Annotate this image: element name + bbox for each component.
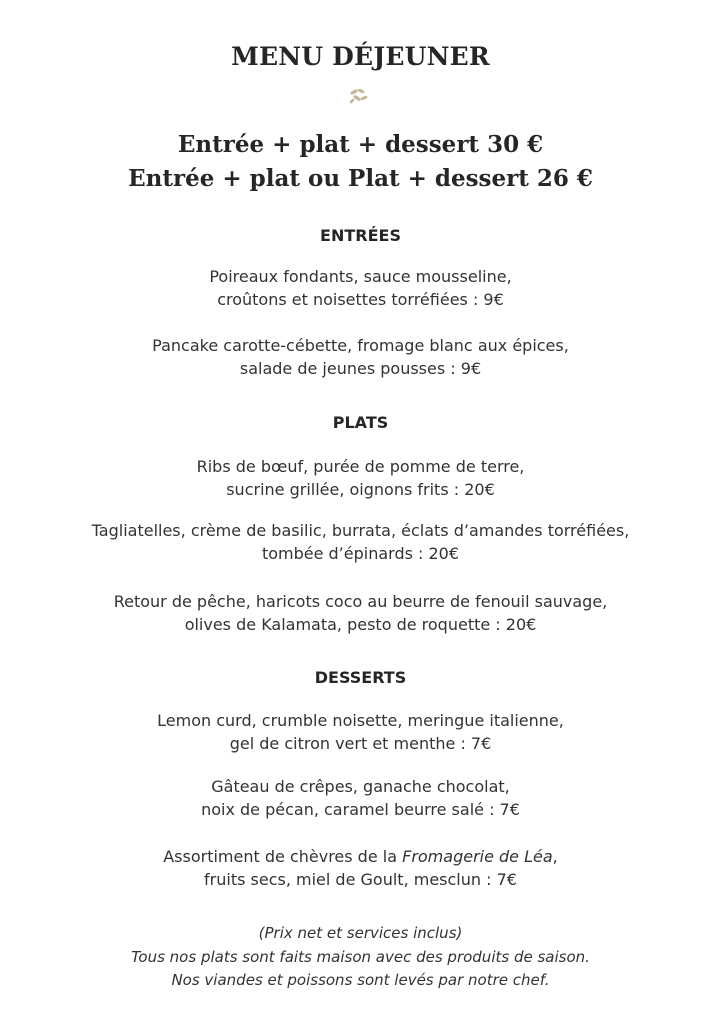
menu-title: MENU DÉJEUNER (231, 42, 490, 71)
dish-line: Gâteau de crêpes, ganache chocolat, (211, 777, 510, 796)
section-heading-entrees: ENTRÉES (320, 226, 401, 245)
price-offers (0, 128, 721, 196)
dish-line: Retour de pêche, haricots coco au beurre de fenouil sauvage, (113, 592, 608, 611)
dish-line: Pancake carotte-cébette, fromage blanc aux épices, (152, 336, 569, 355)
dish-item (0, 845, 721, 891)
leaf-ornament-icon (346, 86, 372, 106)
dish-line: croûtons et noisettes torréfiées : 9€ (217, 290, 504, 309)
footer-line: Tous nos plats sont faits maison avec des produits de saison. (131, 947, 590, 966)
fromagerie-name: Fromagerie de Léa (402, 847, 553, 866)
dish-line: salade de jeunes pousses : 9€ (239, 359, 482, 378)
section-heading-plats: PLATS (332, 413, 389, 432)
dish-line: Lemon curd, crumble noisette, meringue italienne, (157, 711, 564, 730)
footer-line: (Prix net et services inclus) (258, 924, 463, 942)
dish-item (0, 709, 721, 755)
offer-three-courses: Entrée + plat + dessert 30 € (177, 131, 544, 158)
section-heading-desserts: DESSERTS (314, 668, 407, 687)
dish-item (0, 455, 721, 501)
dish-line: Poireaux fondants, sauce mousseline, (209, 267, 512, 286)
dish-line: sucrine grillée, oignons frits : 20€ (226, 480, 495, 499)
dish-line: tombée d’épinards : 20€ (261, 544, 460, 563)
dish-line: gel de citron vert et menthe : 7€ (229, 734, 492, 753)
footer-line: Nos viandes et poissons sont levés par notre chef. (171, 971, 550, 989)
dish-line-prefix: Assortiment de chèvres de la (163, 847, 403, 866)
dish-line (0, 845, 721, 868)
dish-item (0, 590, 721, 636)
offer-two-courses: Entrée + plat ou Plat + dessert 26 € (128, 165, 593, 192)
dish-item (0, 519, 721, 565)
dish-line: fruits secs, miel de Goult, mesclun : 7€ (204, 870, 517, 889)
dish-line: Tagliatelles, crème de basilic, burrata, éclats d’amandes torréfiées, (91, 521, 630, 540)
dish-item (0, 334, 721, 380)
dish-line: noix de pécan, caramel beurre salé : 7€ (201, 800, 520, 819)
dish-line: olives de Kalamata, pesto de roquette : 20€ (184, 615, 537, 634)
footer-notes (0, 922, 721, 993)
dish-item (0, 265, 721, 311)
dish-line-suffix: , (552, 847, 558, 866)
dish-item (0, 775, 721, 821)
dish-line: Ribs de bœuf, purée de pomme de terre, (196, 457, 525, 476)
